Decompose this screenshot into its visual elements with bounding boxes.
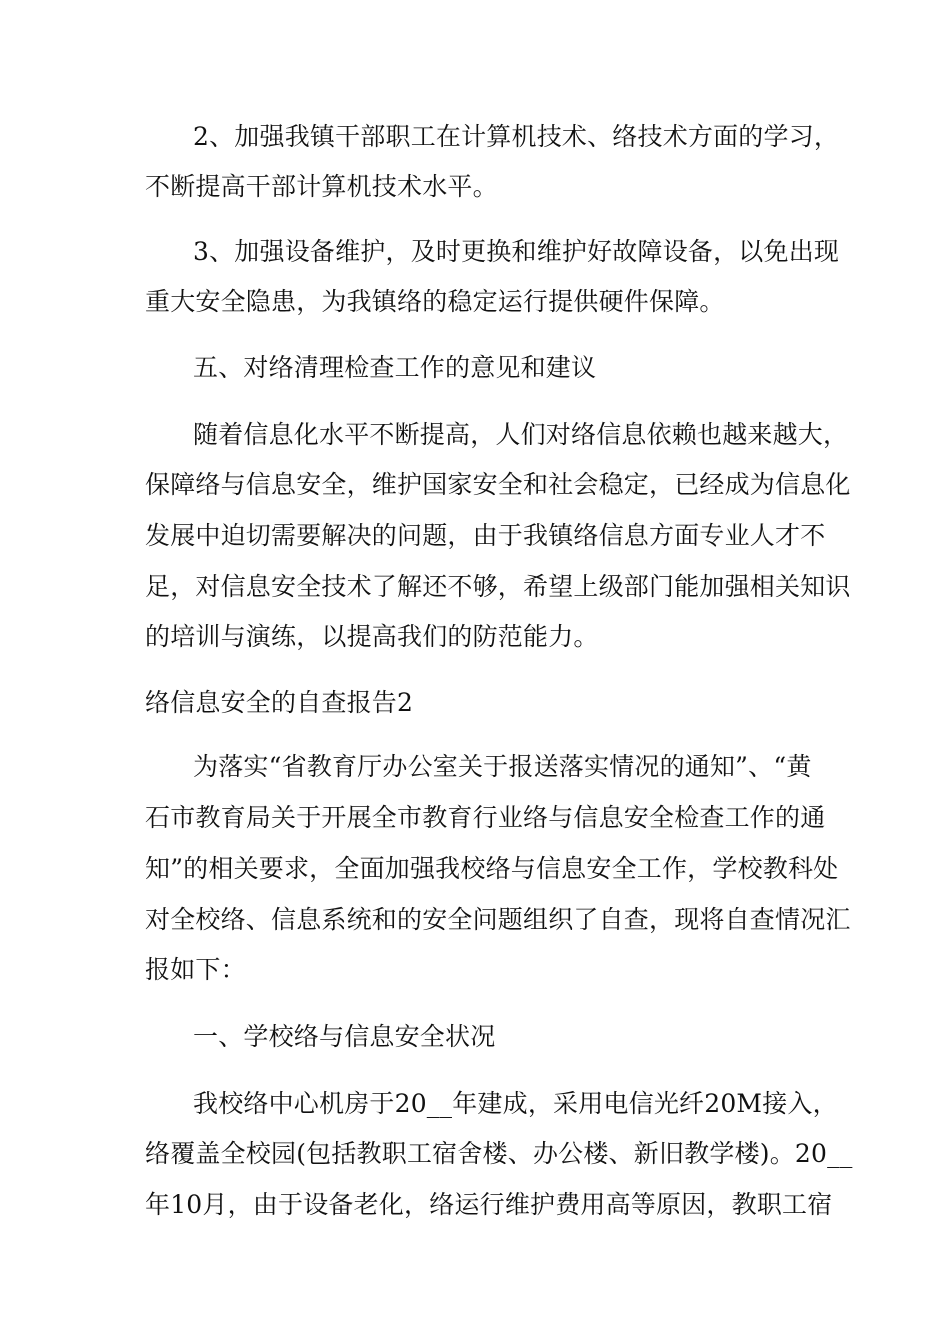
paragraph-line: 3、加强设备维护，及时更换和维护好故障设备，以免出现 bbox=[193, 237, 840, 266]
paragraph-line: 不断提高干部计算机技术水平。 bbox=[145, 172, 498, 201]
paragraph-line: 随着信息化水平不断提高，人们对络信息依赖也越来越大， bbox=[193, 420, 849, 449]
paragraph-line: 我校络中心机房于20__年建成，采用电信光纤20M接入， bbox=[193, 1089, 838, 1118]
paragraph-line: 年10月，由于设备老化，络运行维护费用高等原因，教职工宿 bbox=[145, 1190, 833, 1219]
section-heading: 一、学校络与信息安全状况 bbox=[193, 1022, 496, 1051]
paragraph-line: 络覆盖全校园(包括教职工宿舍楼、办公楼、新旧教学楼)。20__ bbox=[145, 1139, 853, 1168]
paragraph-line: 对全校络、信息系统和的安全问题组织了自查，现将自查情况汇 bbox=[145, 905, 851, 934]
paragraph-line: 重大安全隐患，为我镇络的稳定运行提供硬件保障。 bbox=[145, 287, 725, 316]
paragraph-line: 足，对信息安全技术了解还不够，希望上级部门能加强相关知识 bbox=[145, 572, 851, 601]
report-title: 络信息安全的自查报告2 bbox=[145, 688, 414, 717]
paragraph-line: 为落实“省教育厅办公室关于报送落实情况的通知”、“黄 bbox=[193, 752, 812, 781]
paragraph-line: 知”的相关要求，全面加强我校络与信息安全工作，学校教科处 bbox=[145, 854, 839, 883]
paragraph-line: 报如下： bbox=[145, 955, 246, 984]
paragraph-line: 石市教育局关于开展全市教育行业络与信息安全检查工作的通 bbox=[145, 803, 826, 832]
paragraph-line: 2、加强我镇干部职工在计算机技术、络技术方面的学习， bbox=[193, 122, 840, 151]
section-heading: 五、对络清理检查工作的意见和建议 bbox=[193, 353, 597, 382]
paragraph-line: 保障络与信息安全，维护国家安全和社会稳定，已经成为信息化 bbox=[145, 470, 851, 499]
paragraph-line: 发展中迫切需要解决的问题，由于我镇络信息方面专业人才不 bbox=[145, 521, 826, 550]
paragraph-line: 的培训与演练，以提高我们的防范能力。 bbox=[145, 622, 599, 651]
